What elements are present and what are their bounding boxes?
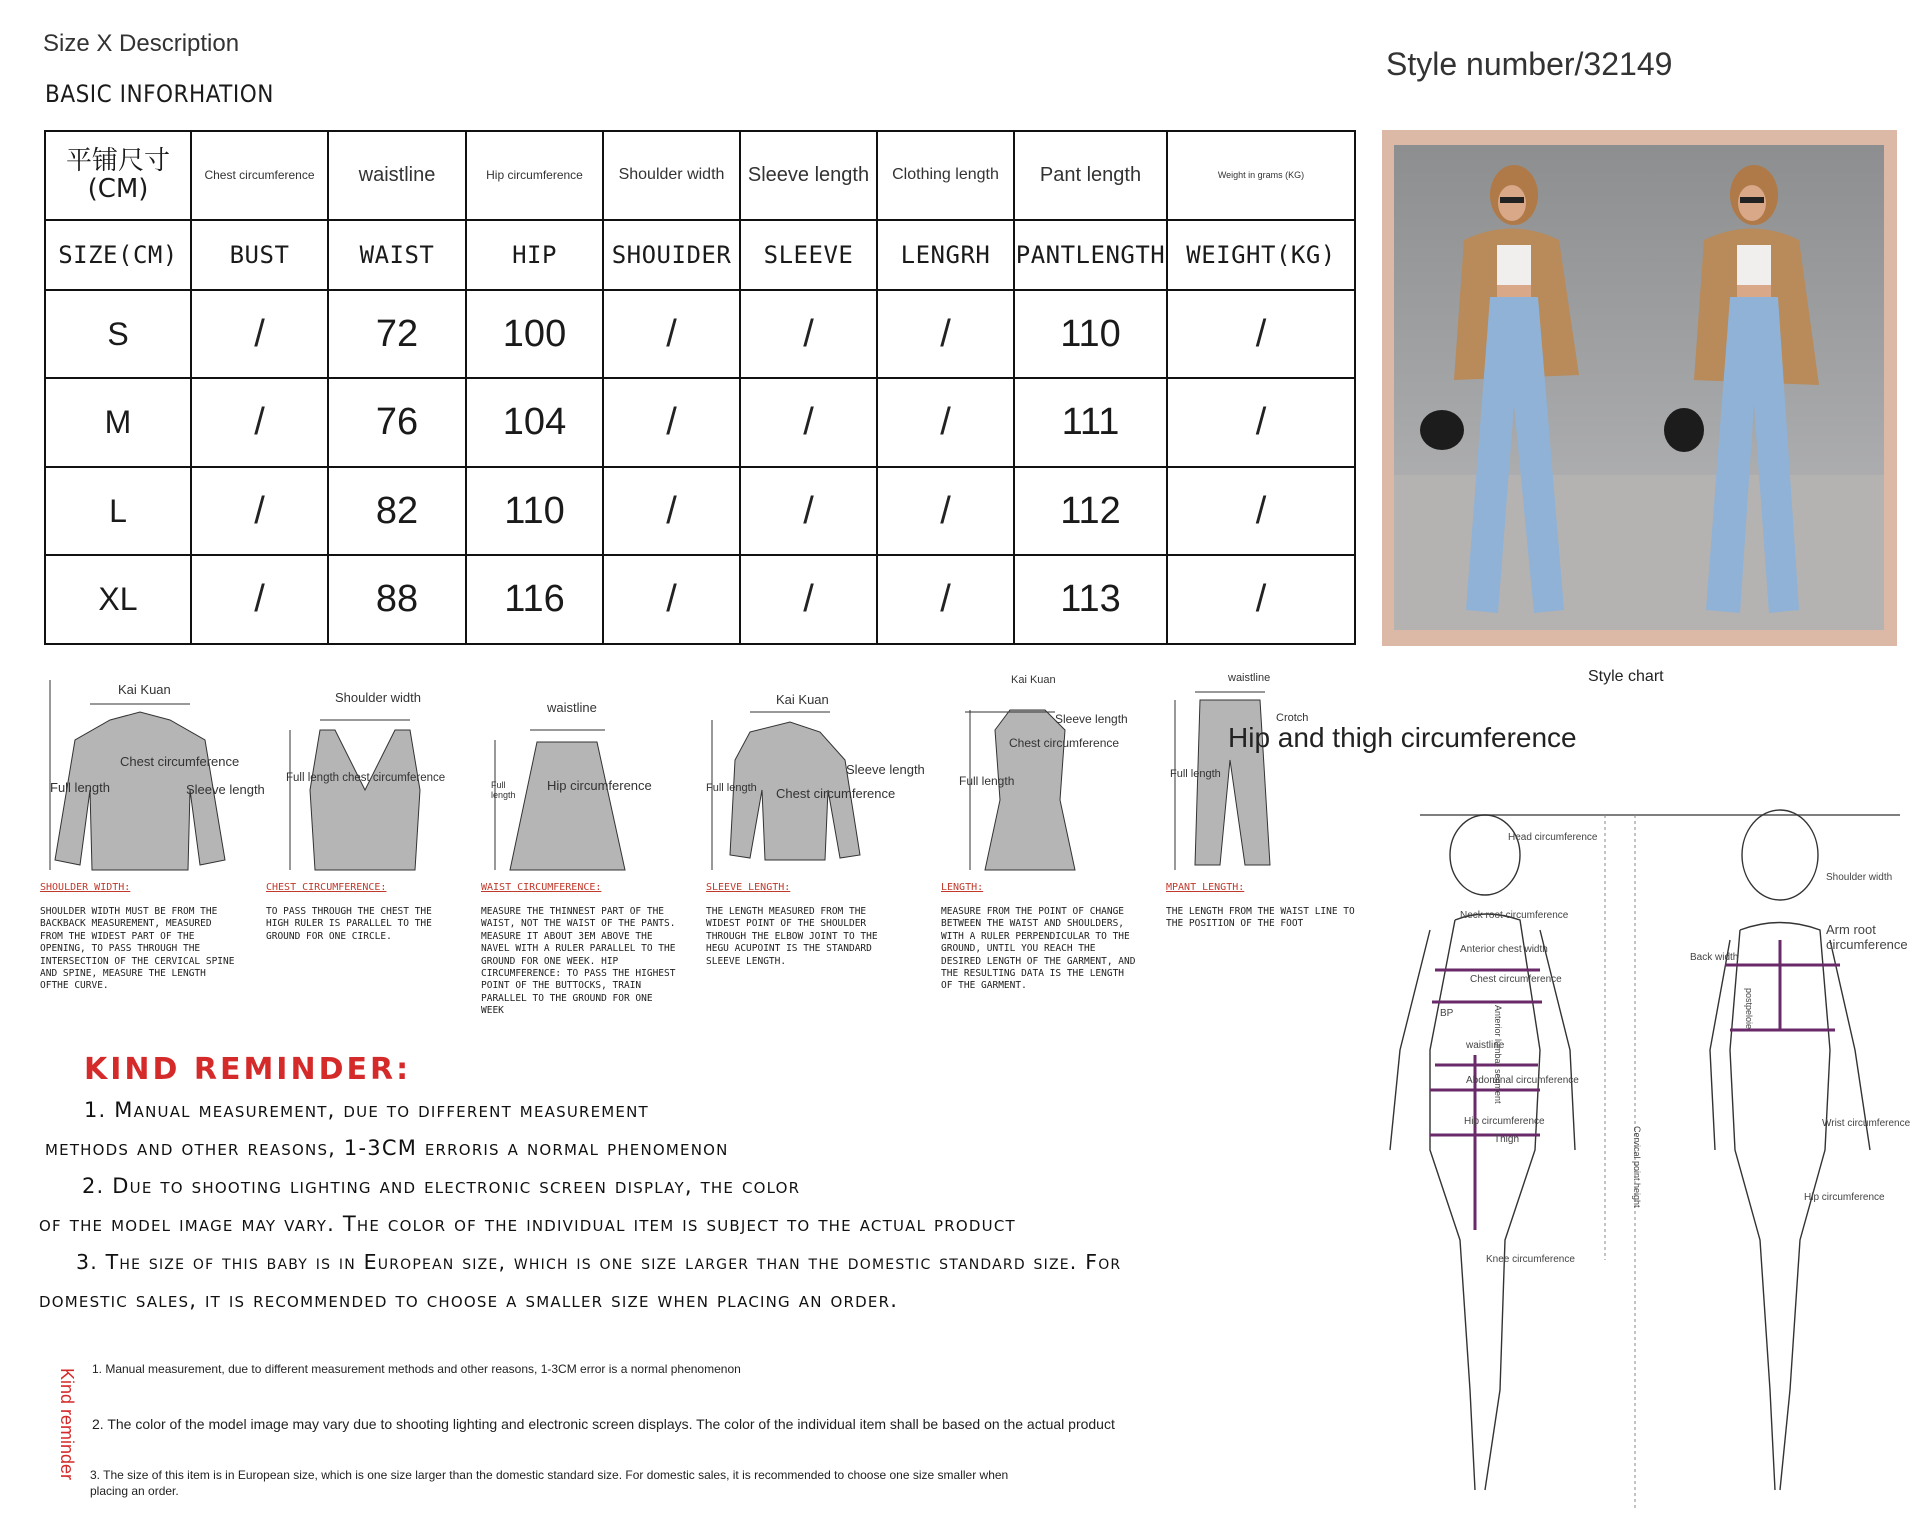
body-label: waistline xyxy=(1466,1040,1505,1051)
descriptor-cell: Hip circumference xyxy=(466,131,603,220)
table-cell: / xyxy=(1167,290,1355,379)
table-cell: / xyxy=(191,467,328,556)
table-cell: 110 xyxy=(1014,290,1167,379)
body-label: Hip circumference xyxy=(1464,1116,1545,1127)
diagram-label: Crotch xyxy=(1276,712,1309,724)
header-cell: LENGRH xyxy=(877,220,1014,290)
diagram-label: Hip circumference xyxy=(547,778,652,793)
diagram-label: waistline xyxy=(1228,672,1271,684)
diagram-label: Full length xyxy=(1170,768,1221,780)
size-cell: L xyxy=(45,467,191,556)
diagram-label: Full length xyxy=(50,780,110,795)
table-cell: 112 xyxy=(1014,467,1167,556)
diagram-label: Sleeve length xyxy=(846,762,925,777)
model-photo xyxy=(1394,145,1884,630)
body-label: Chest circumference xyxy=(1470,974,1562,985)
diagram-camisole xyxy=(260,680,475,1020)
pants-sketch xyxy=(1160,680,1360,880)
diagram-description: TO PASS THROUGH THE CHEST THE HIGH RULER IS PARALLEL TO THE GROUND FOR ONE CIRCLE. xyxy=(266,906,432,942)
header-cell: SIZE(CM) xyxy=(45,220,191,290)
table-cell: / xyxy=(191,290,328,379)
diagram-title: CHEST CIRCUMFERENCE: xyxy=(266,882,387,893)
diagram-sweater xyxy=(700,680,935,1020)
page-title: Size X Description xyxy=(43,30,240,57)
diagram-label: Kai Kuan xyxy=(1011,674,1056,686)
body-label: Arm root circumference xyxy=(1826,922,1908,952)
diagram-label: Full length xyxy=(706,782,757,794)
section-subtitle: BASIC INFORHATION xyxy=(45,80,274,108)
table-row xyxy=(45,467,1355,556)
model-illustration xyxy=(1394,145,1884,630)
table-cell: / xyxy=(740,467,877,556)
diagram-label: Full length chest circumference xyxy=(286,772,446,784)
diagram-title: MPANT LENGTH: xyxy=(1166,882,1245,893)
diagram-label: Chest circumference xyxy=(776,786,896,801)
table-cell: / xyxy=(191,555,328,644)
style-chart-label: Style chart xyxy=(1588,668,1664,685)
descriptor-cell: Clothing length xyxy=(877,131,1014,220)
diagram-title: LENGTH: xyxy=(941,882,984,893)
diagram-description: MEASURE FROM THE POINT OF CHANGE BETWEEN THE WAIST AND SHOULDERS, WITH A RULER PERPENDICULAR TO THE GROUND, UNTIL YOU REACH THE DESIRED LENGTH OF THE GARMENT, AND THE RESULTING DATA IS THE LENGTH OF THE GARMENT. xyxy=(941,906,1136,992)
body-label: Neck root circumference xyxy=(1460,910,1569,921)
header-cell: BUST xyxy=(191,220,328,290)
table-cell: / xyxy=(191,378,328,467)
cn-label-cell xyxy=(45,131,191,220)
table-cell: 76 xyxy=(328,378,466,467)
reminder-line: 2. Due to shooting lighting and electronic screen display, the color xyxy=(82,1174,801,1198)
diagram-description: SHOULDER WIDTH MUST BE FROM THE BACKBACK MEASUREMENT, MEASURED FROM THE WIDEST PART OF THE OPENING, TO PASS THROUGH THE INTERSECTION OF THE CERVICAL SPINE AND SPINE, MEASURE THE LENGTH OFTHE CURVE. xyxy=(40,906,235,992)
table-cell: / xyxy=(740,378,877,467)
descriptor-row xyxy=(45,131,1355,220)
size-cell: XL xyxy=(45,555,191,644)
diagram-jacket xyxy=(30,680,265,1020)
diagram-label: Chest circumference xyxy=(1009,736,1120,750)
body-label: Cervical point height xyxy=(1632,1126,1642,1208)
reminder-title: KIND REMINDER: xyxy=(84,1052,412,1087)
descriptor-cell: Pant length xyxy=(1014,131,1167,220)
body-label: Head circumference xyxy=(1508,832,1598,843)
note-line: 1. Manual measurement, due to different measurement methods and other reasons, 1-3CM error is a normal phenomenon xyxy=(92,1362,741,1376)
table-cell: 113 xyxy=(1014,555,1167,644)
table-cell: 100 xyxy=(466,290,603,379)
table-cell: / xyxy=(877,555,1014,644)
table-cell: / xyxy=(603,555,740,644)
header-cell: HIP xyxy=(466,220,603,290)
table-cell: / xyxy=(740,555,877,644)
body-label: Shoulder width xyxy=(1826,872,1893,883)
back-measure-bands xyxy=(1725,940,1840,1030)
diagram-description: THE LENGTH MEASURED FROM THE WIDEST POINT OF THE SHOULDER THROUGH THE ELBOW JOINT TO THE HEGU ACUPOINT IS THE STANDARD SLEEVE LENGTH. xyxy=(706,906,878,967)
table-cell: 111 xyxy=(1014,378,1167,467)
table-cell: / xyxy=(877,378,1014,467)
table-cell: 104 xyxy=(466,378,603,467)
header-cell: PANTLENGTH xyxy=(1014,220,1167,290)
header-cell: SLEEVE xyxy=(740,220,877,290)
reminder-line: 3. The size of this baby is in European size, which is one size larger than the domestic standard size. For xyxy=(76,1250,1122,1274)
diagram-label: Shoulder width xyxy=(335,690,421,705)
diagram-label: Chest circumference xyxy=(120,754,240,769)
body-label: Thigh xyxy=(1494,1134,1520,1145)
table-cell: 116 xyxy=(466,555,603,644)
diagram-label: Kai Kuan xyxy=(118,682,171,697)
descriptor-cell: Weight in grams (KG) xyxy=(1167,131,1355,220)
diagram-title: WAIST CIRCUMFERENCE: xyxy=(481,882,602,893)
table-cell: / xyxy=(1167,555,1355,644)
table-cell: 82 xyxy=(328,467,466,556)
reminder-line: of the model image may vary. The color of the individual item is subject to the actual product xyxy=(39,1212,1016,1236)
size-cell: S xyxy=(45,290,191,379)
table-row xyxy=(45,555,1355,644)
table-cell: / xyxy=(603,467,740,556)
diagram-description: MEASURE THE THINNEST PART OF THE WAIST, NOT THE WAIST OF THE PANTS. MEASURE IT ABOUT 3EM ABOVE THE NAVEL WITH A RULER PARALLEL TO THE GROUND FOR ONE WEEK. HIP CIRCUMFERENCE: TO PASS THE HIGHEST POINT OF THE BUTTOCKS, TRAIN PARALLEL TO THE GROUND FOR ONE WEEK xyxy=(481,906,676,1017)
body-label: Hip circumference xyxy=(1804,1192,1885,1203)
table-cell: 72 xyxy=(328,290,466,379)
note-line: 2. The color of the model image may vary due to shooting lighting and electronic screen displays. The color of the individual item shall be based on the actual product xyxy=(92,1416,1115,1432)
table-cell: / xyxy=(1167,378,1355,467)
diagram-label: Full length xyxy=(959,774,1015,788)
diagram-label: Sleeve length xyxy=(186,782,265,797)
diagram-label: waistline xyxy=(547,700,597,715)
body-label: BP xyxy=(1440,1008,1454,1019)
note-line: 3. The size of this item is in European size, which is one size larger than the domestic standard size. For domestic sales, it is recommended to choose one size smaller when xyxy=(90,1468,1009,1482)
table-cell: / xyxy=(877,467,1014,556)
table-cell: 88 xyxy=(328,555,466,644)
body-chart-heading: Hip and thigh circumference xyxy=(1228,722,1577,753)
table-cell: / xyxy=(740,290,877,379)
header-cell: WAIST xyxy=(328,220,466,290)
descriptor-cell: Sleeve length xyxy=(740,131,877,220)
reminder-line: methods and other reasons, 1-3CM erroris a normal phenomenon xyxy=(45,1136,729,1160)
header-cell: SHOUIDER xyxy=(603,220,740,290)
table-cell: / xyxy=(603,378,740,467)
body-label: postpeloie xyxy=(1744,988,1754,1030)
sweater-sketch xyxy=(700,680,935,880)
descriptor-cell: waistline xyxy=(328,131,466,220)
diagram-title: SLEEVE LENGTH: xyxy=(706,882,791,893)
body-label: Abdominal circumference xyxy=(1466,1075,1579,1086)
body-label: Knee circumference xyxy=(1486,1254,1575,1265)
diagram-title: SHOULDER WIDTH: xyxy=(40,882,131,893)
table-cell: / xyxy=(877,290,1014,379)
size-cell: M xyxy=(45,378,191,467)
table-cell: 110 xyxy=(466,467,603,556)
cn-label: 平铺尺寸 (CM) xyxy=(65,145,170,205)
note-line: placing an order. xyxy=(90,1484,179,1498)
reminder-line: domestic sales, it is recommended to choose a smaller size when placing an order. xyxy=(39,1288,899,1312)
diagram-label: Kai Kuan xyxy=(776,692,829,707)
style-number: Style number/32149 xyxy=(1386,46,1673,82)
body-label: Anterior chest width xyxy=(1460,944,1548,955)
table-cell: / xyxy=(603,290,740,379)
descriptor-cell: Shoulder width xyxy=(603,131,740,220)
table-row xyxy=(45,378,1355,467)
body-label: Back width xyxy=(1690,952,1739,963)
diagram-label: Full length xyxy=(491,780,516,800)
body-label: Wrist circumference xyxy=(1822,1118,1911,1129)
body-label: Anterior lumbar segment xyxy=(1493,1005,1503,1104)
table-cell: / xyxy=(1167,467,1355,556)
back-figure xyxy=(1710,810,1870,1490)
descriptor-cell: Chest circumference xyxy=(191,131,328,220)
size-table xyxy=(44,130,1356,645)
diagram-description: THE LENGTH FROM THE WAIST LINE TO THE POSITION OF THE FOOT xyxy=(1166,906,1355,930)
header-row xyxy=(45,220,1355,290)
header-cell: WEIGHT(KG) xyxy=(1167,220,1355,290)
diagram-dress xyxy=(935,674,1150,1020)
reminder-line: 1. Manual measurement, due to different measurement xyxy=(84,1098,649,1122)
table-row xyxy=(45,290,1355,379)
kind-reminder-vertical-label: Kind reminder xyxy=(57,1368,77,1481)
diagram-label: Sleeve length xyxy=(1055,712,1128,726)
diagram-skirt xyxy=(475,680,690,1020)
